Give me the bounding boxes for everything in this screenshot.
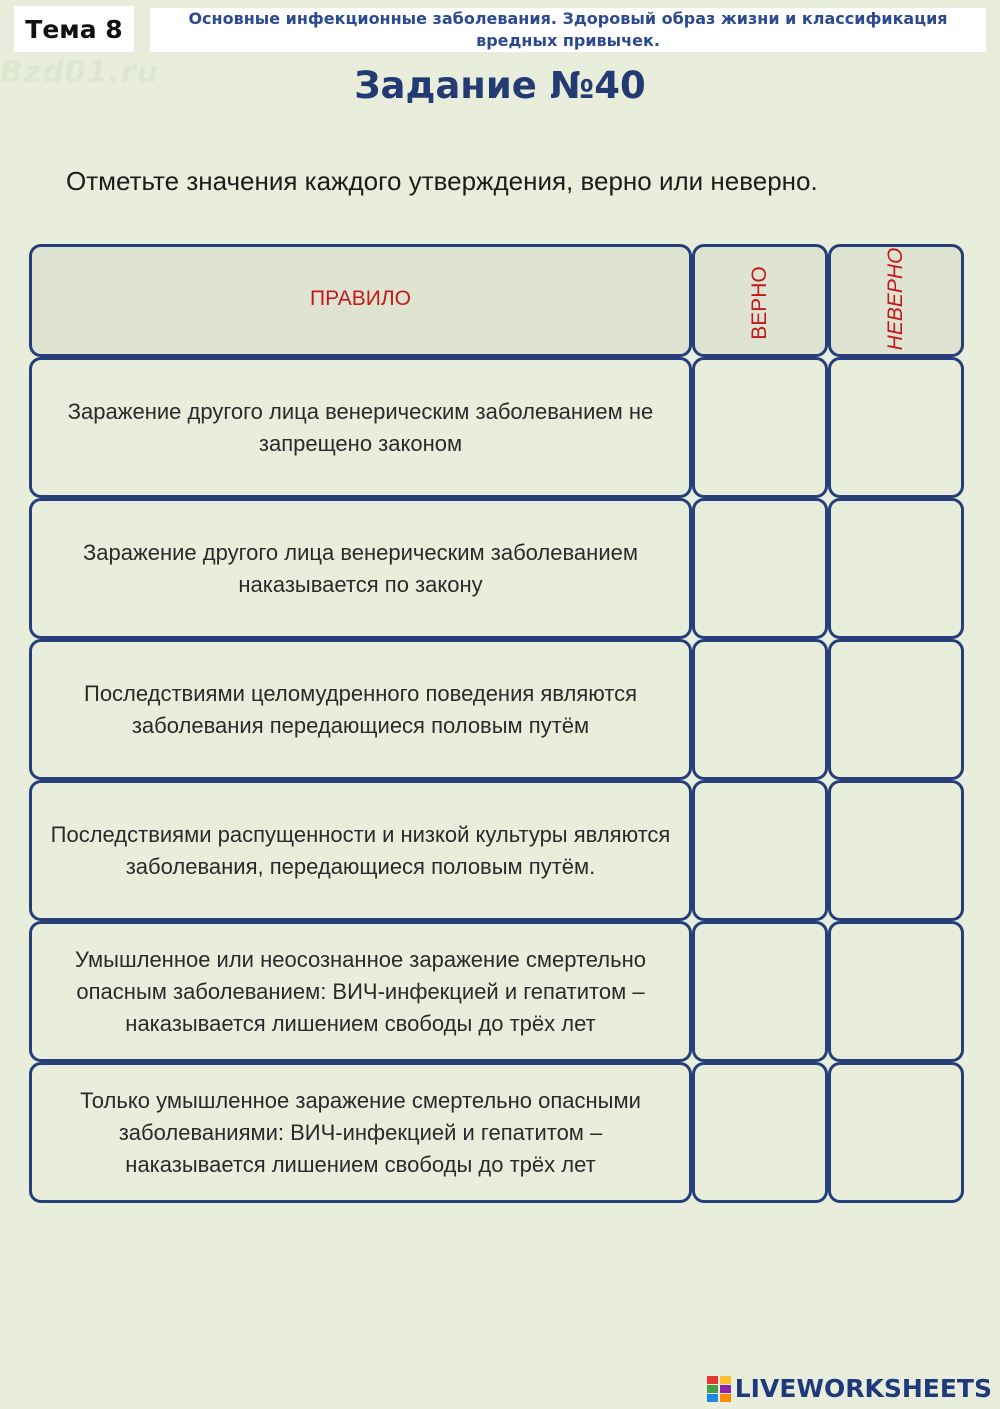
column-header-rule: ПРАВИЛО: [310, 287, 411, 310]
answer-false-cell[interactable]: [828, 1062, 964, 1203]
rule-text: Заражение другого лица венерическим заболеванием не запрещено законом: [67, 398, 654, 456]
table-row-rule: [29, 921, 692, 1062]
answer-false-cell[interactable]: [828, 780, 964, 921]
rule-text: Последствиями целомудренного поведения являются заболевания передающиеся половым путём: [84, 680, 637, 738]
subject-title: Основные инфекционные заболевания. Здоровый образ жизни и классификация вредных привычек.: [150, 8, 986, 52]
answer-true-cell[interactable]: [692, 357, 828, 498]
liveworksheets-logo-icon: [707, 1376, 731, 1402]
topic-label: Тема 8: [14, 6, 134, 52]
table-row-rule: [29, 498, 692, 639]
column-header-true: ВЕРНО: [748, 266, 771, 340]
task-title: Задание №40: [354, 64, 646, 107]
table-row-rule: [29, 780, 692, 921]
header-false-cell: [828, 244, 964, 357]
rule-text: Умышленное или неосознанное заражение смертельно опасным заболеванием: ВИЧ-инфекцией и гепатитом – наказывается лишением свободы до трёх лет: [75, 946, 646, 1036]
answer-false-cell[interactable]: [828, 639, 964, 780]
answer-true-cell[interactable]: [692, 921, 828, 1062]
brand-text: LIVEWORKSHEETS: [734, 1374, 992, 1403]
column-header-false: НЕВЕРНО: [884, 247, 907, 351]
table-row-rule: [29, 639, 692, 780]
table-row-rule: [29, 357, 692, 498]
answer-false-cell[interactable]: [828, 921, 964, 1062]
rule-text: Заражение другого лица венерическим заболеванием наказывается по закону: [83, 539, 638, 597]
answer-true-cell[interactable]: [692, 1062, 828, 1203]
answer-true-cell[interactable]: [692, 498, 828, 639]
task-instruction: Отметьте значения каждого утверждения, верно или неверно.: [66, 166, 818, 196]
answer-true-cell[interactable]: [692, 639, 828, 780]
liveworksheets-brand[interactable]: [707, 1374, 992, 1403]
rule-text: Только умышленное заражение смертельно опасными заболеваниями: ВИЧ-инфекцией и гепатитом – наказывается лишением свободы до трёх лет: [80, 1087, 641, 1177]
answer-false-cell[interactable]: [828, 498, 964, 639]
answer-true-cell[interactable]: [692, 780, 828, 921]
header-true-cell: [692, 244, 828, 357]
table-row-rule: [29, 1062, 692, 1203]
header-rule-cell: [29, 244, 692, 357]
watermark-text: Bzd01.ru: [0, 55, 160, 90]
rule-text: Последствиями распущенности и низкой культуры являются заболевания, передающиеся половым путём.: [50, 821, 671, 879]
answer-false-cell[interactable]: [828, 357, 964, 498]
